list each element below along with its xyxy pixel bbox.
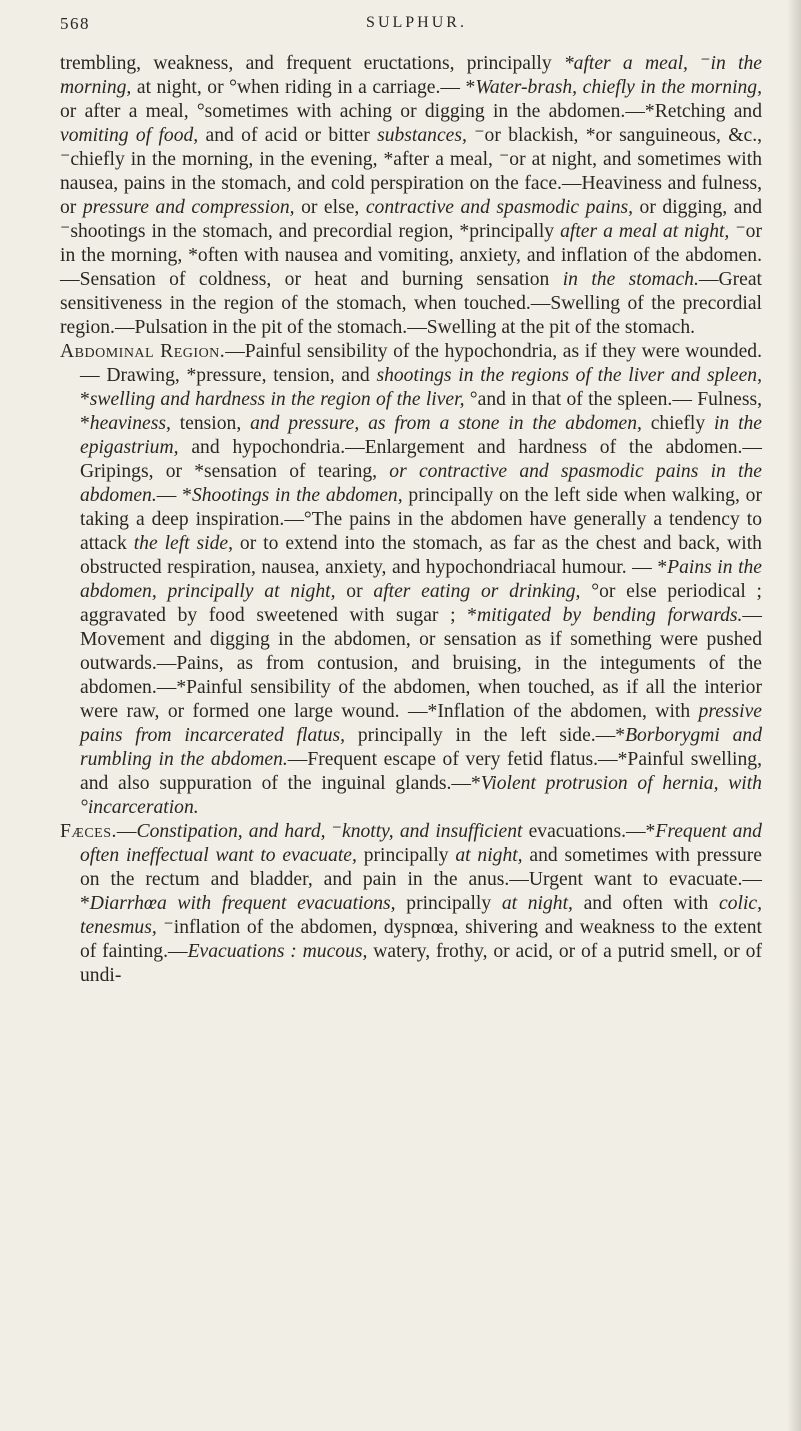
italic-text-run: colic, tenesmus, [80,893,762,938]
text-run: ⁻or in the morning, *often with nausea and vomiting, anxiety, and inflation of the abdomen.—Sensation of coldness, or heat and burning sensation [60,221,762,290]
paragraph-abdominal-region [60,340,762,820]
text-run: or [335,581,374,602]
text-run: principally [356,845,456,866]
paragraph-stomach [60,52,762,340]
italic-text-run: after a meal at night, [560,221,730,242]
text-run: and often with [572,893,720,914]
text-run: and sometimes with pressure on the rectum and bladder, and pain in the anus.—Urgent want to evacuate.— * [80,845,762,914]
text-run: or else, [294,197,366,218]
italic-text-run: the left side, [133,533,233,554]
text-run: and hypochondria.—Enlargement and hardness of the abdomen.—Gripings, or *sensation of tearing, [80,437,762,482]
italic-text-run: or contractive and spasmodic pains in the abdomen. [80,461,762,506]
italic-text-run: at night, [455,845,523,866]
italic-text-run: contractive and spasmodic pains, [365,197,634,218]
text-run: ⁻inflation of the abdomen, dyspnœa, shivering and weakness to the extent of fainting.— [80,917,762,962]
italic-text-run: in the stomach. [562,269,699,290]
italic-text-run: Borborygmi and rumbling in the abdomen. [80,725,762,770]
text-run: * [80,389,90,410]
text-run: °or else periodical ; aggravated by food sweetened with sugar ; * [80,581,762,626]
body-text [60,52,762,988]
text-run: and of acid or bitter [198,125,378,146]
italic-text-run: swelling and hardness in the region of the liver, [89,389,465,410]
italic-text-run: after eating or drinking, [373,581,581,602]
text-run: — * [156,485,192,506]
italic-text-run: heaviness, [89,413,171,434]
text-run: chiefly [641,413,714,434]
text-run: or after a meal, °sometimes with aching or digging in the abdomen.—*Retching and [60,101,762,122]
text-run: or to extend into the stomach, as far as the chest and back, with obstructed respiration, nausea, anxiety, and hypochondriacal humour. — * [80,533,762,578]
text-run: or digging, and ⁻shootings in the stomach, and precordial region, *principally [60,197,762,242]
text-run: —Frequent escape of very fetid flatus.—*Painful swelling, and also suppuration of the inguinal glands.—* [80,749,762,794]
italic-text-run: vomiting of food, [60,125,199,146]
italic-text-run: at night, [501,893,573,914]
italic-text-run: ⁻in the morning, [60,53,762,98]
italic-text-run: mitigated by bending forwards. [476,605,743,626]
italic-text-run: pressive pains from incarcerated flatus, [80,701,762,746]
text-run: watery, frothy, or acid, or of a putrid smell, or of undi- [80,941,762,986]
italic-text-run: pressure and compression, [82,197,295,218]
italic-text-run: Frequent and often ineffectual want to evacuate, [80,821,762,866]
text-run: —Painful sensibility of the hypochondria, as if they were wounded. — Drawing, *pressure, tension, and [80,341,762,386]
text-run: principally in the left side.—* [345,725,626,746]
running-head: SULPHUR. [366,14,467,31]
section-heading-abdominal-region: Abdominal Region. [60,341,226,362]
text-run: principally on the left side when walking, or taking a deep inspiration.—°The pains in the abdomen have generally a tendency to attack [80,485,762,554]
text-run: at night, or °when riding in a carriage.— * [131,77,476,98]
italic-text-run: Pains in the abdomen, principally at night, [80,557,763,602]
italic-text-run: substances, [377,125,467,146]
text-run: — [116,821,137,842]
section-heading-faeces: Fæces. [60,821,117,842]
italic-text-run: Water-brash, chiefly in the morning, [475,77,762,98]
text-run: —Great sensitiveness in the region of the stomach, when touched.—Swelling of the precordial region.—Pulsation in the pit of the stomach.—Swelling at the pit of the stomach. [60,269,762,338]
italic-text-run: Violent protrusion of hernia, with °incarceration. [80,773,762,818]
text-run: ⁻or blackish, *or sanguineous, &c., ⁻chiefly in the morning, in the evening, *after a meal, ⁻or at night, and sometimes with nausea, pains in the stomach, and cold perspiration on the face.—Heaviness and fulness, or [60,125,762,218]
page-edge-shadow [787,0,801,1431]
text-run [688,53,700,74]
text-run: —Movement and digging in the abdomen, or sensation as if something were pushed outwards.—Pains, as from contusion, and bruising, in the integuments of the abdomen.—*Painful sensibility of the abdomen, when touched, as if all the interior were raw, or formed one large wound. —*Inflation of the abdomen, with [80,605,763,722]
text-run: trembling, weakness, and frequent eructations, principally [60,53,564,74]
italic-text-run: in the epigastrium, [80,413,763,458]
italic-text-run: Evacuations : mucous, [187,941,368,962]
page-number: 568 [60,14,90,33]
page-header [60,14,773,44]
text-run: principally [395,893,502,914]
text-run: °and in that of the spleen.— Fulness, * [80,389,763,434]
paragraph-faeces [60,820,762,988]
text-run: tension, [170,413,251,434]
italic-text-run: Diarrhœa with frequent evacuations, [89,893,396,914]
italic-text-run: and pressure, as from a stone in the abdomen, [250,413,642,434]
italic-text-run: Shootings in the abdomen, [191,485,403,506]
italic-text-run: Constipation, and hard, ⁻knotty, and insufficient [136,821,523,842]
text-run: evacuations.—* [522,821,656,842]
italic-text-run: *after a meal, [563,53,688,74]
italic-text-run: shootings in the regions of the liver and spleen, [376,365,762,386]
